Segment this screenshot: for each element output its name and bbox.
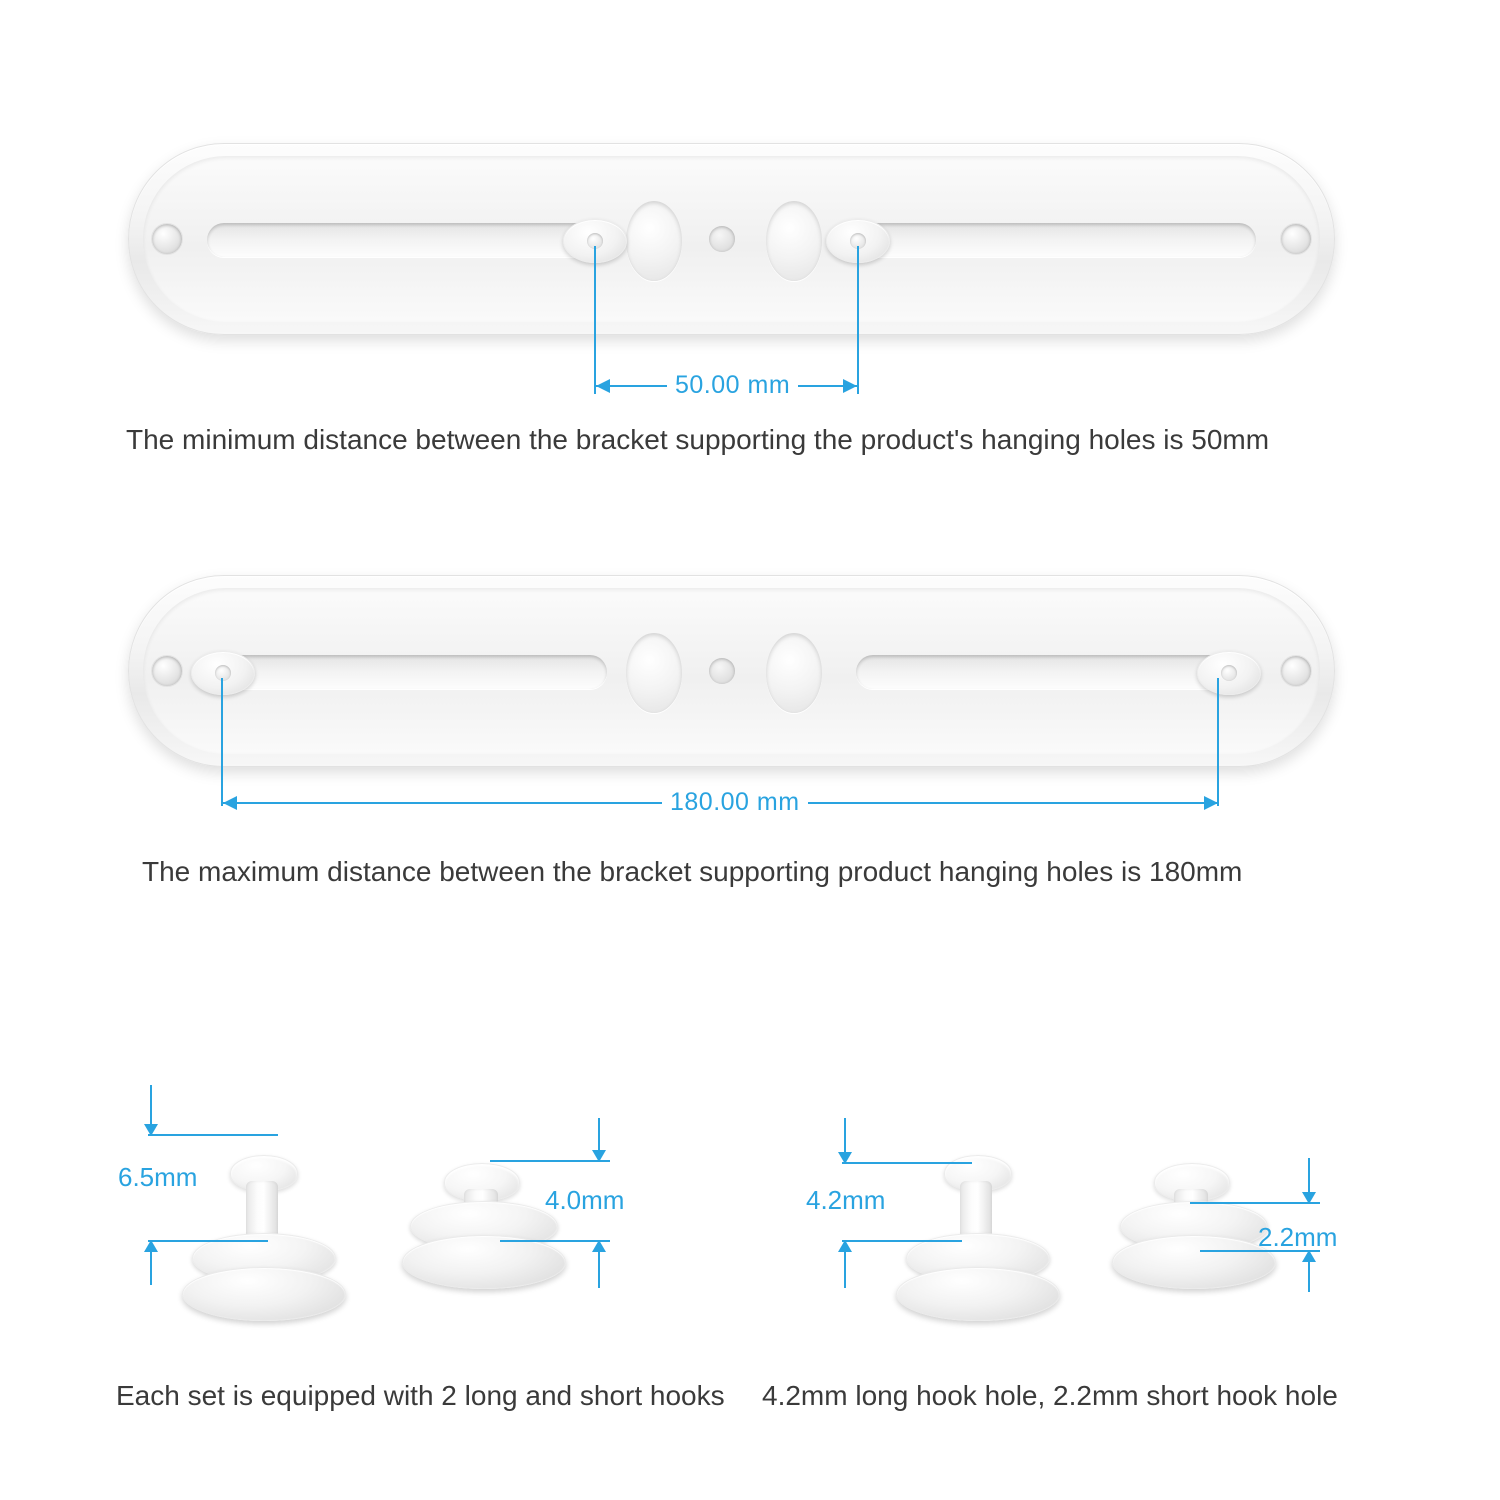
dimension-label-4-2mm: 4.2mm bbox=[806, 1185, 886, 1215]
short-hook bbox=[400, 1135, 550, 1335]
arrow-down-icon bbox=[144, 1124, 158, 1136]
arrow-right-icon bbox=[843, 379, 857, 393]
extension-line-left bbox=[594, 246, 596, 394]
arrow-left-icon bbox=[223, 796, 237, 810]
dimension-label-180mm: 180.00 mm bbox=[662, 788, 808, 817]
caption-hook-lengths: Each set is equipped with 2 long and short hooks bbox=[116, 1380, 725, 1411]
arrow-up-icon bbox=[592, 1240, 606, 1252]
hook-base bbox=[402, 1235, 566, 1289]
extension-line-top bbox=[148, 1134, 278, 1136]
extension-line-left bbox=[221, 678, 223, 806]
arrow-right-icon bbox=[1204, 796, 1218, 810]
caption-hook-holes: 4.2mm long hook hole, 2.2mm short hook hole bbox=[762, 1380, 1338, 1411]
short-hook-hole-sample bbox=[1110, 1135, 1260, 1335]
long-hook-hole-sample bbox=[892, 1105, 1042, 1335]
extension-line-bottom bbox=[842, 1240, 962, 1242]
dimension-label-50mm: 50.00 mm bbox=[667, 371, 798, 400]
dimension-label-2-2mm: 2.2mm bbox=[1258, 1222, 1338, 1252]
dimension-label-6-5mm: 6.5mm bbox=[118, 1162, 198, 1192]
arrow-up-icon bbox=[838, 1240, 852, 1252]
dimension-50mm bbox=[0, 0, 1500, 420]
arrow-down-icon bbox=[1302, 1192, 1316, 1204]
arrow-left-icon bbox=[596, 379, 610, 393]
section-min-distance bbox=[0, 0, 1500, 480]
hook-base bbox=[182, 1267, 346, 1321]
long-hook bbox=[178, 1105, 328, 1335]
arrow-up-icon bbox=[144, 1240, 158, 1252]
extension-line-top bbox=[1190, 1202, 1320, 1204]
arrow-down-icon bbox=[592, 1150, 606, 1162]
dimension-label-4-0mm: 4.0mm bbox=[545, 1185, 625, 1215]
caption-min-distance: The minimum distance between the bracket supporting the product's hanging holes is 50mm bbox=[126, 424, 1270, 455]
extension-line-right bbox=[1217, 678, 1219, 806]
caption-max-distance: The maximum distance between the bracket supporting product hanging holes is 180mm bbox=[142, 856, 1243, 887]
arrow-down-icon bbox=[838, 1152, 852, 1164]
extension-line-bottom bbox=[148, 1240, 268, 1242]
section-hook-holes bbox=[750, 1050, 1500, 1470]
extension-line-right bbox=[857, 246, 859, 394]
hook-base bbox=[1112, 1235, 1276, 1289]
hook-base bbox=[896, 1267, 1060, 1321]
extension-line-top bbox=[842, 1162, 972, 1164]
section-hook-lengths bbox=[0, 1050, 750, 1470]
section-max-distance bbox=[0, 560, 1500, 960]
